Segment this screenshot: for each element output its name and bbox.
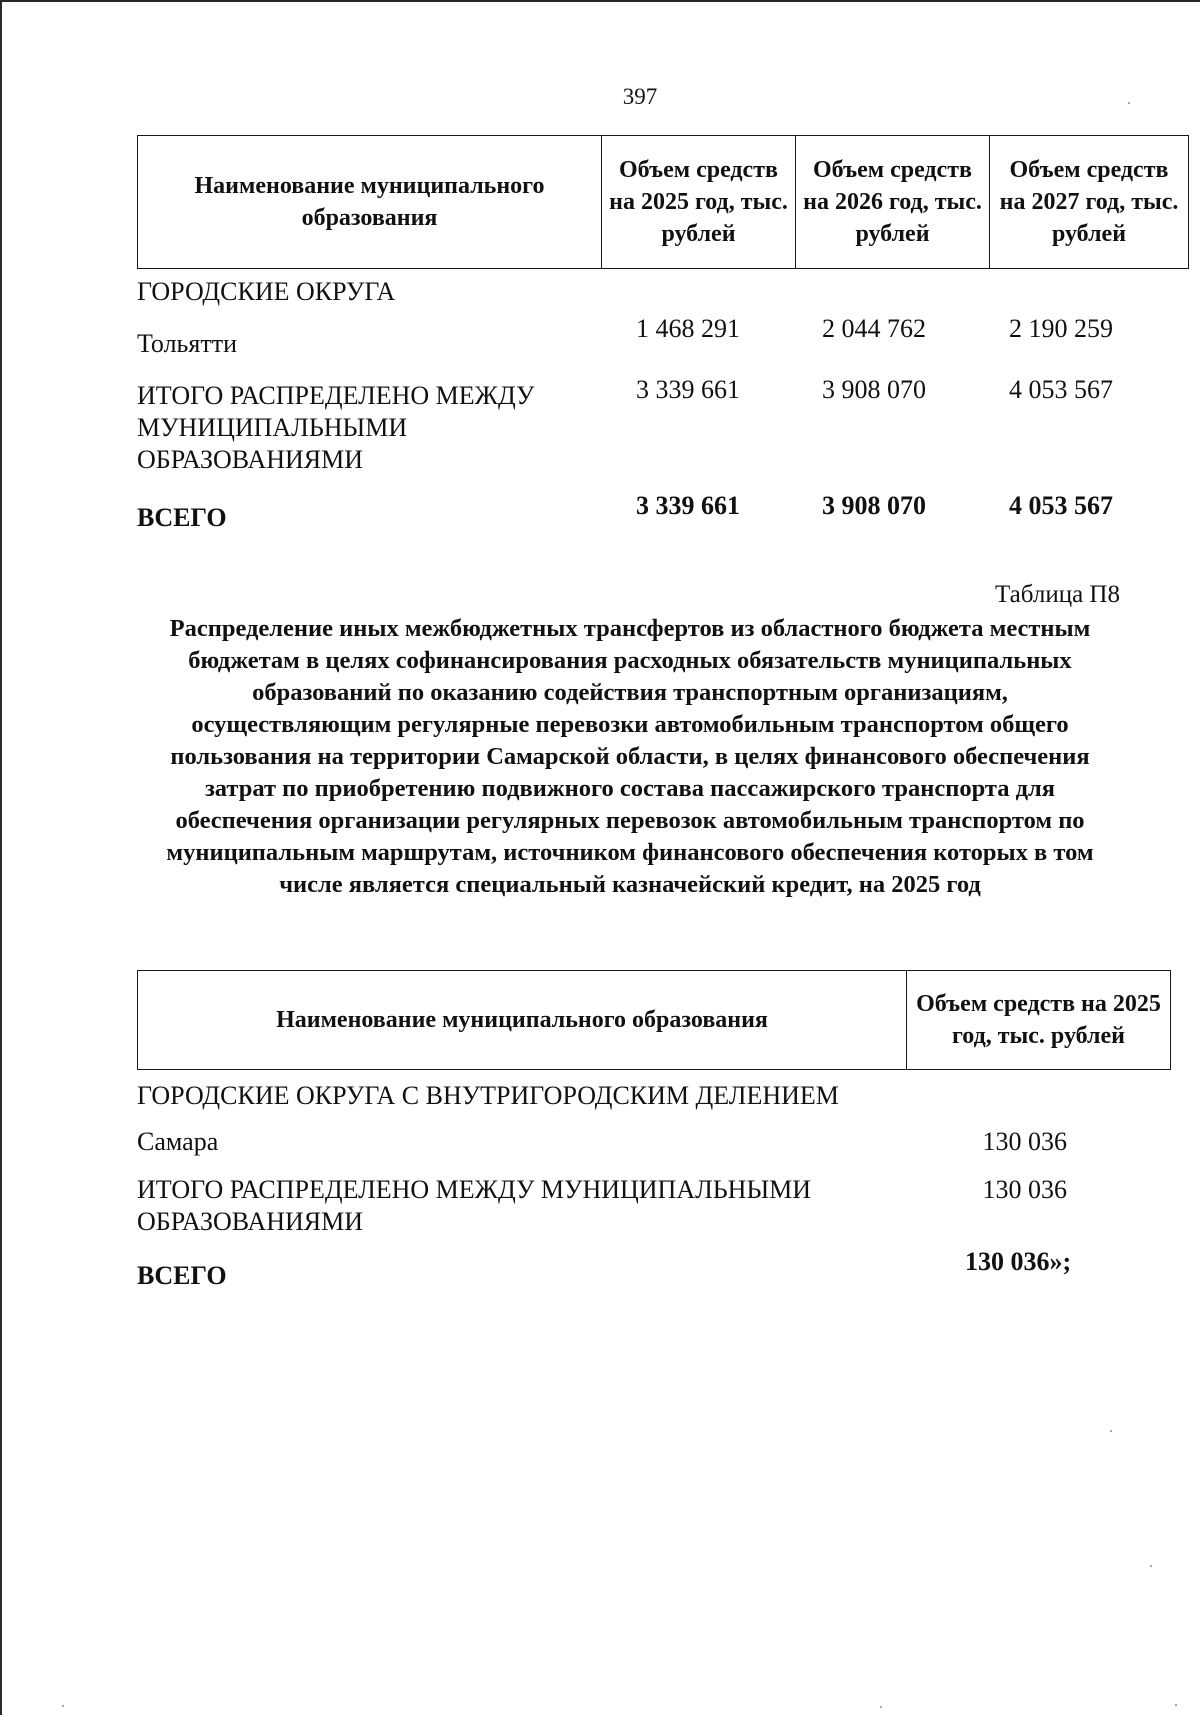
table1-total-label: ВСЕГО [137,503,227,532]
scan-speck [1110,1430,1112,1432]
table1-header-2027: Объем средств на 2027 год, тыс. рублей [990,136,1189,269]
table1-total-2025: 3 339 661 [636,491,740,520]
table1-subtotal-2026: 3 908 070 [822,375,926,404]
table1-group-label: ГОРОДСКИЕ ОКРУГА [137,277,396,306]
table2-header-name: Наименование муниципального образования [138,971,907,1070]
table1-row-value-2027: 2 190 259 [1009,314,1113,343]
scan-border-top [0,0,1200,2]
table1-header-2026: Объем средств на 2026 год, тыс. рублей [796,136,990,269]
table2-header-2025: Объем средств на 2025 год, тыс. рублей [907,971,1171,1070]
table1-header-2025: Объем средств на 2025 год, тыс. рублей [602,136,796,269]
scan-speck [880,1706,882,1708]
table2-total-label: ВСЕГО [137,1261,227,1290]
table2-subtotal-name: ИТОГО РАСПРЕДЕЛЕНО МЕЖДУ МУНИЦИПАЛЬНЫМИ ОБРАЗОВАНИЯМИ [137,1175,812,1236]
page-number: 397 [622,84,658,109]
table2-group-label: ГОРОДСКИЕ ОКРУГА С ВНУТРИГОРОДСКИМ ДЕЛЕНИЕМ [137,1081,839,1110]
table1-row-value-2026: 2 044 762 [822,314,926,343]
scan-border-left [0,0,2,1715]
scan-speck [1128,102,1130,104]
table2-header [137,970,1171,1070]
scan-speck [62,1705,64,1707]
table-title: Распределение иных межбюджетных трансфертов из областного бюджета местным бюджетам в целях софинансирования расходных обязательств муниципальных образований по оказанию содействия транспортным организациям, осуществляющим регулярные перевозки автомобильным транспортом общего пользования на территории Самарской области, в целях финансового обеспечения затрат по приобретению подвижного состава пассажирского транспорта для обеспечения организации регулярных перевозок автомобильным транспортом по муниципальным маршрутам, источником финансового обеспечения которых в том числе является специальный казначейский кредит, на 2025 год [166,615,1094,898]
table1-subtotal-2027: 4 053 567 [1009,375,1113,404]
scan-speck [1175,1704,1177,1706]
table2-subtotal-2025: 130 036 [982,1175,1067,1204]
table1-subtotal-2025: 3 339 661 [636,375,740,404]
table1-header-name: Наименование муниципального образования [138,136,602,269]
table-caption: Таблица П8 [995,581,1120,608]
scan-speck [1150,1565,1152,1567]
table2-row-value-2025: 130 036 [982,1127,1067,1156]
table2-total-2025: 130 036»; [965,1247,1072,1276]
table2-row-name: Самара [137,1127,219,1156]
table1-total-2026: 3 908 070 [822,491,926,520]
table1-row-name: Тольятти [137,329,238,358]
table1-row-value-2025: 1 468 291 [636,314,740,343]
table1-total-2027: 4 053 567 [1009,491,1113,520]
table1-subtotal-name: ИТОГО РАСПРЕДЕЛЕНО МЕЖДУ МУНИЦИПАЛЬНЫМИ ОБРАЗОВАНИЯМИ [137,381,535,474]
table1-header [137,135,1189,269]
